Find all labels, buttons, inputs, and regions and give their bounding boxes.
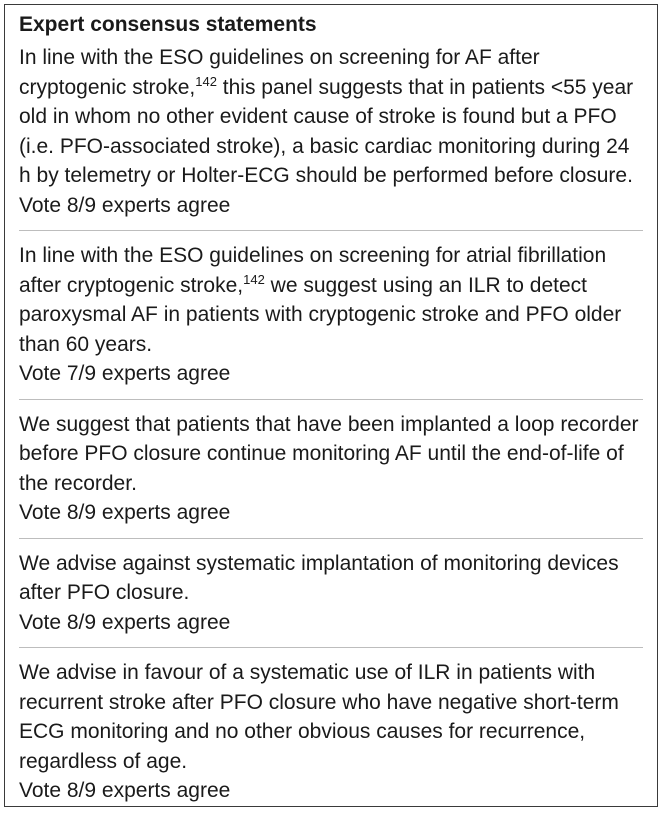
- consensus-panel: [4, 4, 658, 807]
- vote-result: Vote 8/9 experts agree: [19, 501, 231, 524]
- statement-text-before: In line with the ESO guidelines on screening for AF after cryptogenic stroke,: [19, 46, 540, 99]
- citation: 142: [243, 271, 265, 287]
- statement-text-after: we suggest using an ILR to detect paroxysmal AF in patients with cryptogenic stroke and PFO older than 60 years.: [19, 273, 622, 356]
- statement-text: We suggest that patients that have been implanted a loop recorder before PFO closure continue monitoring AF until the end-of-life of the recorder.: [19, 412, 639, 495]
- statement-text: We advise against systematic implantation of monitoring devices after PFO closure.: [19, 551, 619, 604]
- vote-result: Vote 7/9 experts agree: [19, 362, 231, 385]
- statement-2: [19, 230, 643, 399]
- statement-1: [19, 40, 643, 230]
- statement-text: [19, 43, 643, 191]
- vote-result: Vote 8/9 experts agree: [19, 779, 231, 802]
- statement-text-after: this panel suggests that in patients <55 year old in whom no other evident cause of stroke is found but a PFO (i.e. PFO-associated stroke), a basic cardiac monitoring during 24 h by telemetry or Holter-ECG should be performed before closure.: [19, 75, 634, 187]
- statement-3: [19, 399, 643, 538]
- statement-text-before: In line with the ESO guidelines on screening for atrial fibrillation after cryptogenic stroke,: [19, 244, 607, 297]
- statement-text: We advise in favour of a systematic use of ILR in patients with recurrent stroke after PFO closure who have negative short-term ECG monitoring and no other obvious causes for recurrence, regardless of age.: [19, 661, 619, 773]
- vote-result: Vote 8/9 experts agree: [19, 193, 231, 217]
- panel-title: Expert consensus statements: [19, 13, 317, 36]
- statement-4: [19, 538, 643, 648]
- statement-text: [19, 241, 643, 359]
- statement-5: [19, 647, 643, 816]
- citation: 142: [195, 73, 217, 89]
- vote-result: Vote 8/9 experts agree: [19, 610, 231, 634]
